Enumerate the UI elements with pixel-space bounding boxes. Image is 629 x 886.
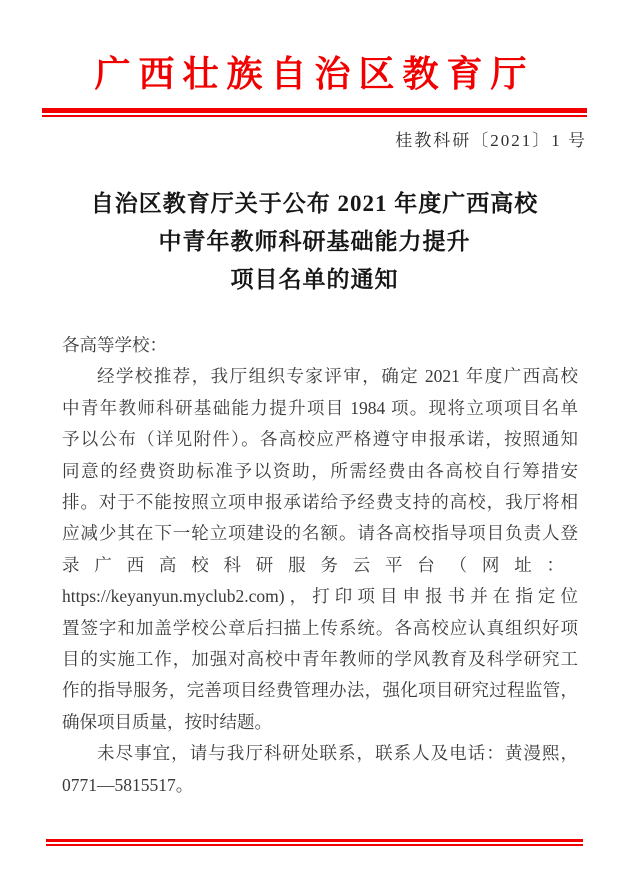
body-line: 经学校推荐，我厅组织专家评审，确定 2021 年度广西高校 <box>97 366 578 387</box>
contact-phone-line: 0771—5815517。 <box>62 774 194 795</box>
agency-letterhead: 广西壮族自治区教育厅 <box>94 54 535 94</box>
notice-title-line-1: 自治区教育厅关于公布 2021 年度广西高校 <box>90 191 539 216</box>
body-line: 同意的经费资助标准予以资助，所需经费由各高校自行筹措安 <box>62 460 578 481</box>
red-separator-top <box>42 108 587 117</box>
body-line: 中青年教师科研基础能力提升项目 1984 项。现将立项项目名单 <box>62 397 578 418</box>
notice-body <box>62 330 578 801</box>
body-line: 排。对于不能按照立项申报承诺给予经费支持的高校，我厅将相 <box>62 492 578 513</box>
body-line-platform: 录广西高校科研服务云平台（网址： <box>62 554 578 575</box>
body-line: 予以公布（详见附件）。各高校应严格遵守申报承诺，按照通知 <box>62 429 578 450</box>
notice-title-line-2: 中青年教师科研基础能力提升 <box>158 229 471 254</box>
body-line: 应减少其在下一轮立项建设的名额。请各高校指导项目负责人登 <box>62 523 578 544</box>
body-line-url: https://keyanyun.myclub2.com)，打印项目申报书并在指定位 <box>62 586 578 607</box>
notice-title <box>0 185 629 299</box>
body-line: 目的实施工作，加强对高校中青年教师的学风教育及科学研究工 <box>62 649 578 670</box>
closing-line: 未尽事宜，请与我厅科研处联系，联系人及电话：黄漫熙， <box>97 743 578 764</box>
salutation: 各高等学校： <box>62 335 167 355</box>
body-line: 确保项目质量，按时结题。 <box>62 711 272 732</box>
red-separator-bottom <box>46 839 583 846</box>
body-line: 置签字和加盖学校公章后扫描上传系统。各高校应认真组织好项 <box>62 617 578 638</box>
notice-title-line-3: 项目名单的通知 <box>230 267 399 292</box>
doc-number: 桂教科研〔2021〕1 号 <box>395 131 587 150</box>
body-line: 作的指导服务，完善项目经费管理办法，强化项目研究过程监管， <box>62 680 578 701</box>
